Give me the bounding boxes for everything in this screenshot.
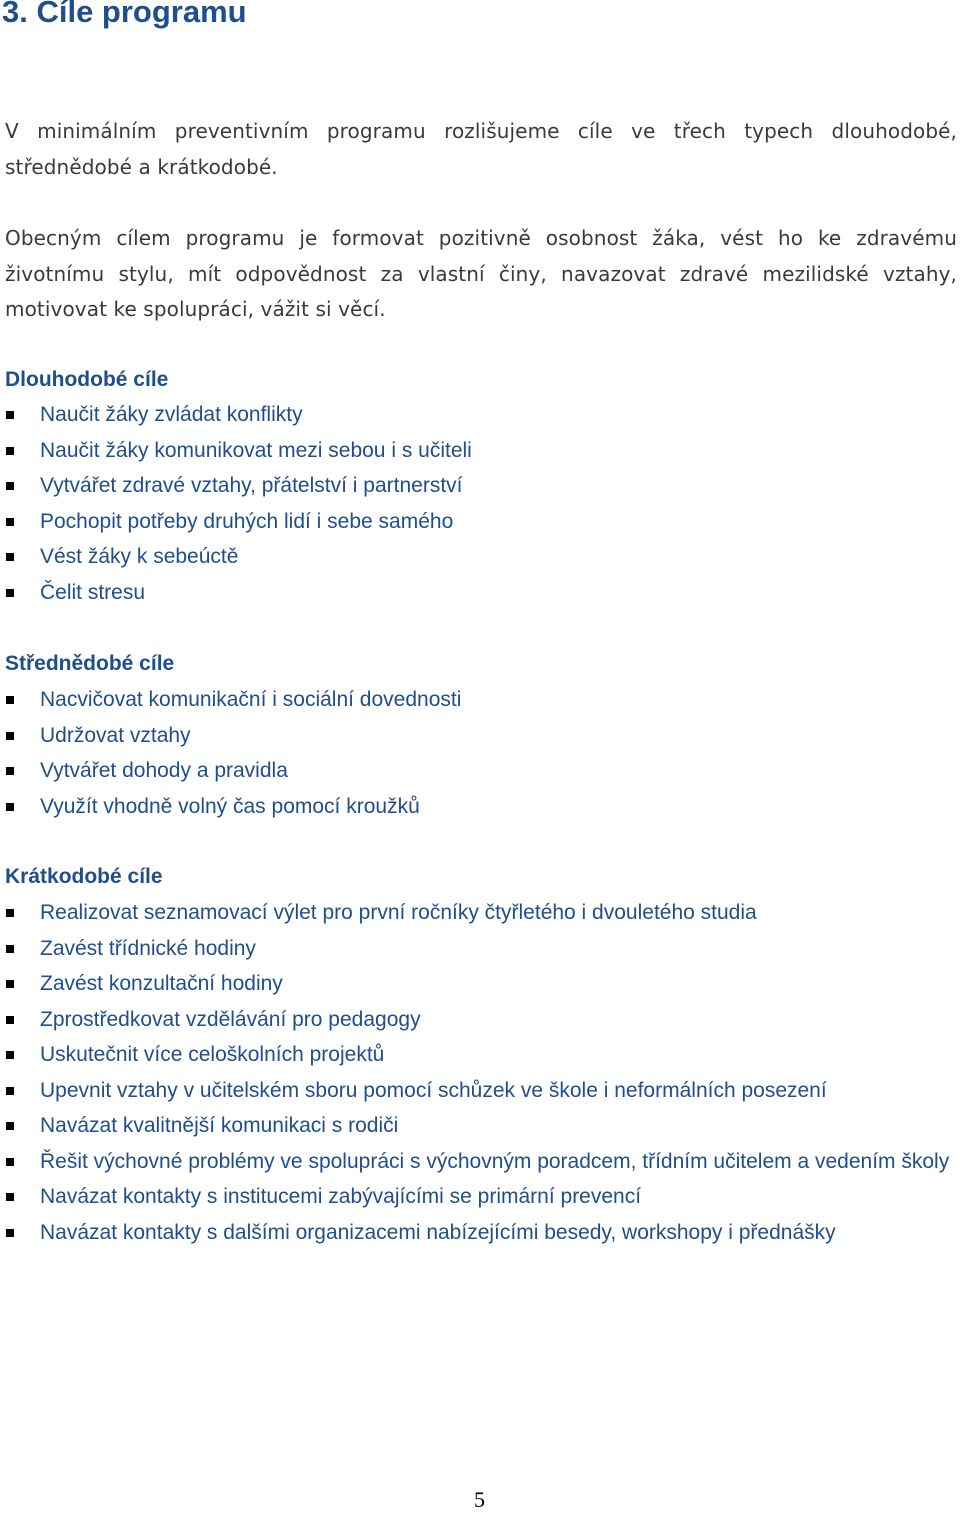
list-item: [0, 575, 960, 611]
square-bullet-icon: [6, 553, 14, 561]
list-item-text: Vytvářet zdravé vztahy, přátelství i partnerství: [40, 474, 463, 497]
square-bullet-icon: [6, 909, 14, 917]
list-item: [0, 433, 960, 469]
square-bullet-icon: [6, 980, 14, 988]
list-item-text: Udržovat vztahy: [40, 723, 191, 747]
list-item-text: Zavést třídnické hodiny: [40, 936, 256, 960]
list-item-text: Naučit žáky komunikovat mezi sebou i s učiteli: [40, 438, 472, 462]
list-item: [0, 1108, 960, 1144]
square-bullet-icon: [6, 589, 14, 597]
square-bullet-icon: [6, 803, 14, 811]
square-bullet-icon: [6, 482, 14, 490]
list-item: [0, 966, 960, 1002]
page-number: 5: [474, 1487, 485, 1512]
square-bullet-icon: [6, 945, 14, 953]
list-item: [0, 1144, 960, 1180]
list-item: [0, 753, 960, 789]
square-bullet-icon: [6, 732, 14, 740]
square-bullet-icon: [6, 411, 14, 419]
list-item-text: Navázat kvalitnější komunikaci s rodiči: [40, 1114, 399, 1137]
list-item: [0, 931, 960, 967]
general-goal-paragraph: Obecným cílem programu je formovat pozitivně osobnost žáka, vést ho ke zdravému životnímu stylu, mít odpovědnost za vlastní činy, navazovat zdravé mezilidské vztahy, motivovat ke spolupráci, vážit si věcí.: [5, 226, 957, 321]
list-item-text: Navázat kontakty s institucemi zabývajícími se primární prevencí: [40, 1185, 642, 1208]
intro-paragraph: V minimálním preventivním programu rozlišujeme cíle ve třech typech dlouhodobé, střednědobé a krátkodobé.: [5, 119, 957, 179]
list-item: [0, 682, 960, 718]
section-title-short-term: Krátkodobé cíle: [5, 865, 163, 888]
square-bullet-icon: [6, 1051, 14, 1059]
list-item: [0, 1037, 960, 1073]
short-term-goals-list: [0, 895, 960, 1250]
square-bullet-icon: [6, 696, 14, 704]
list-item-text: Nacvičovat komunikační i sociální dovednosti: [40, 688, 462, 711]
list-item: [0, 1215, 960, 1251]
square-bullet-icon: [6, 1193, 14, 1201]
list-item: [0, 718, 960, 754]
list-item-text: Vést žáky k sebeúctě: [40, 545, 239, 568]
list-item: [0, 468, 960, 504]
list-item: [0, 397, 960, 433]
list-item-text: Zprostředkovat vzdělávání pro pedagogy: [40, 1007, 421, 1031]
square-bullet-icon: [6, 1158, 14, 1166]
page-heading: 3. Cíle programu: [2, 0, 247, 29]
square-bullet-icon: [6, 1229, 14, 1237]
list-item: [0, 789, 960, 825]
square-bullet-icon: [6, 1087, 14, 1095]
list-item: [0, 504, 960, 540]
square-bullet-icon: [6, 1122, 14, 1130]
square-bullet-icon: [6, 767, 14, 775]
list-item: [0, 1002, 960, 1038]
square-bullet-icon: [6, 518, 14, 526]
mid-term-goals-list: [0, 682, 960, 824]
section-title-long-term: Dlouhodobé cíle: [5, 368, 169, 391]
square-bullet-icon: [6, 1016, 14, 1024]
list-item-text: Vytvářet dohody a pravidla: [40, 759, 288, 782]
list-item: [0, 895, 960, 931]
list-item: [0, 1179, 960, 1215]
list-item-text: Uskutečnit více celoškolních projektů: [40, 1043, 385, 1066]
list-item-text: Naučit žáky zvládat konflikty: [40, 403, 303, 426]
list-item-text: Navázat kontakty s dalšími organizacemi nabízejícími besedy, workshopy i přednášky: [40, 1220, 836, 1244]
list-item-text: Pochopit potřeby druhých lidí i sebe samého: [40, 509, 454, 533]
list-item-text: Zavést konzultační hodiny: [40, 972, 283, 995]
list-item-text: Využít vhodně volný čas pomocí kroužků: [40, 794, 420, 818]
list-item: [0, 539, 960, 575]
list-item-text: Upevnit vztahy v učitelském sboru pomocí schůzek ve škole i neformálních posezení: [40, 1078, 827, 1102]
square-bullet-icon: [6, 447, 14, 455]
list-item-text: Čelit stresu: [40, 580, 146, 604]
list-item: [0, 1073, 960, 1109]
long-term-goals-list: [0, 397, 960, 610]
list-item-text: Realizovat seznamovací výlet pro první ročníky čtyřletého i dvouletého studia: [40, 901, 757, 924]
section-title-mid-term: Střednědobé cíle: [5, 652, 175, 675]
list-item-text: Řešit výchovné problémy ve spolupráci s výchovným poradcem, třídním učitelem a vedením školy: [40, 1149, 950, 1173]
